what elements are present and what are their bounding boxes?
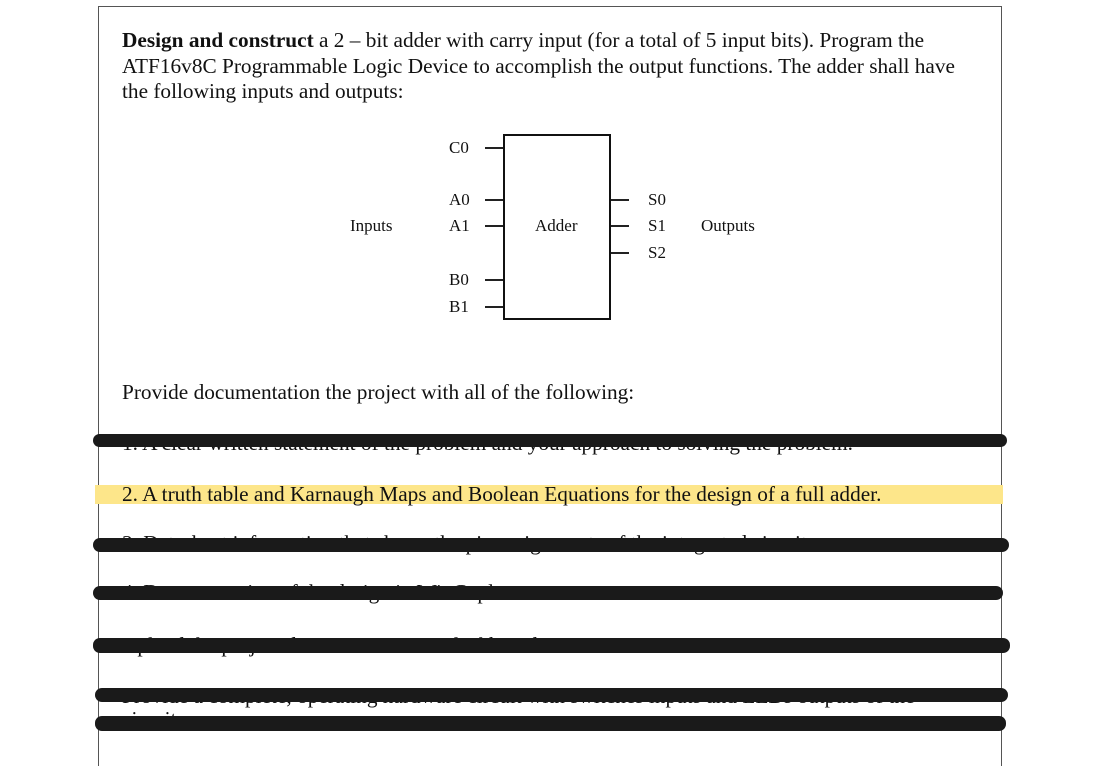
input-pin-c0: C0 [449, 138, 469, 157]
redaction-bar-3 [93, 538, 1009, 552]
pin-line-c0 [485, 147, 503, 149]
pin-line-b0 [485, 279, 503, 281]
output-pin-s1: S1 [648, 216, 666, 235]
input-pin-b0: B0 [449, 270, 469, 289]
pin-line-s1 [611, 225, 629, 227]
pin-line-a1 [485, 225, 503, 227]
redaction-bar-4 [93, 586, 1003, 600]
pin-line-s0 [611, 199, 629, 201]
pin-line-a0 [485, 199, 503, 201]
intro-bold-lead: Design and construct [122, 28, 314, 52]
input-pin-a0: A0 [449, 190, 470, 209]
input-pin-a1: A1 [449, 216, 470, 235]
redaction-bar-5 [93, 638, 1010, 653]
adder-block-label: Adder [535, 216, 578, 235]
redaction-bar-7 [95, 716, 1006, 731]
input-pin-b1: B1 [449, 297, 469, 316]
assignment-intro [122, 28, 982, 105]
redaction-bar-1 [93, 434, 1007, 447]
redaction-bar-6 [95, 688, 1008, 702]
intro-text: a 2 – bit adder with carry input (for a total of 5 input bits). Program the ATF16v8C Programmable Logic Device to accomplish the output functions. The adder shall have the following inputs and outputs: [122, 28, 955, 103]
pin-line-b1 [485, 306, 503, 308]
pin-line-s2 [611, 252, 629, 254]
output-pin-s2: S2 [648, 243, 666, 262]
outputs-label: Outputs [701, 216, 755, 235]
output-pin-s0: S0 [648, 190, 666, 209]
list-item-2: 2. A truth table and Karnaugh Maps and Boolean Equations for the design of a full adder. [122, 482, 882, 506]
provide-heading: Provide documentation the project with all of the following: [122, 380, 635, 404]
inputs-label: Inputs [350, 216, 393, 235]
